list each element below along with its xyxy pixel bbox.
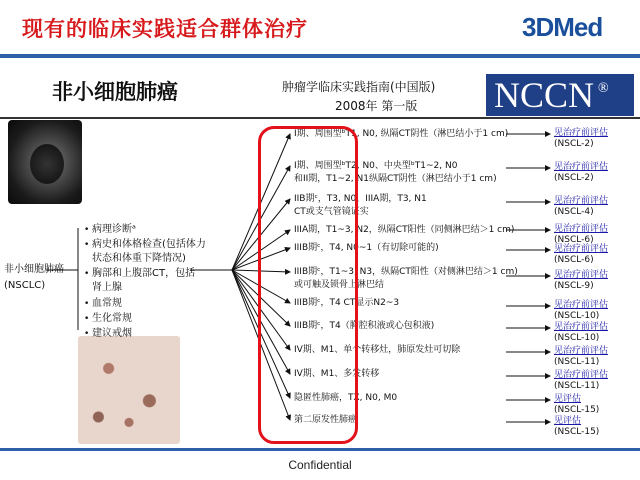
reference-label: 见治疗前评估 <box>554 270 609 280</box>
stage-reference-link[interactable] <box>554 224 608 246</box>
workup-item: • 生化常规 <box>84 311 132 327</box>
stage-text-line1: 第二原发性肺癌 <box>294 415 358 425</box>
reference-label: 见治疗前评估 <box>554 128 609 138</box>
footer-confidential: Confidential <box>288 458 352 472</box>
stage-reference-link[interactable] <box>554 244 608 266</box>
reference-code: (NSCL-2) <box>554 173 594 183</box>
highlight-box <box>258 126 358 444</box>
stage-text-line1: IV期、M1、多发转移 <box>294 369 380 379</box>
stage-text-line1: IIIB期ᶜ，T4（胸腔积液或心包积液) <box>294 321 435 331</box>
reference-label: 见治疗前评估 <box>554 370 609 380</box>
slide-header <box>0 0 640 56</box>
reference-code: (NSCL-6) <box>554 235 594 245</box>
reference-code: (NSCL-4) <box>554 207 594 217</box>
workup-item: • 血常规 <box>84 296 122 312</box>
reference-label: 见评估 <box>554 416 582 426</box>
reference-label: 见治疗前评估 <box>554 244 609 254</box>
company-logo <box>522 12 602 43</box>
nccn-logo <box>486 74 634 116</box>
nccn-text: NCCN <box>494 75 595 115</box>
reference-label: 见治疗前评估 <box>554 322 609 332</box>
stage-reference-link[interactable] <box>554 270 608 292</box>
reference-code: (NSCL-6) <box>554 255 594 265</box>
stage-text-line2: 和II期，T1~2, N1纵隔CT阴性（淋巴结小于1 cm) <box>294 174 497 184</box>
slide-title: 现有的临床实践适合群体治疗 <box>22 17 308 41</box>
stage-reference-link[interactable] <box>554 322 608 344</box>
stage-text-line2: CT或支气管镜证实 <box>294 207 369 217</box>
reference-label: 见评估 <box>554 394 582 404</box>
reference-label: 见治疗前评估 <box>554 196 609 206</box>
bullet-icon: • <box>84 269 90 279</box>
stage-reference-link[interactable] <box>554 346 608 368</box>
reference-code: (NSCL-10) <box>554 311 600 321</box>
reference-code: (NSCL-11) <box>554 381 600 391</box>
stage-text-line1: IIIB期ᶜ，T4, N0~1（有切除可能的) <box>294 243 439 253</box>
bullet-icon: • <box>84 225 90 235</box>
logo-prefix: 3D <box>522 12 554 42</box>
reference-code: (NSCL-15) <box>554 405 600 415</box>
nsclc-entry-line2: (NSCLC) <box>4 280 46 291</box>
reference-code: (NSCL-10) <box>554 333 600 343</box>
stage-text-line1: IV期、M1、单个转移灶，肺原发灶可切除 <box>294 345 461 355</box>
bullet-icon: • <box>84 314 90 324</box>
nsclc-entry <box>4 262 64 294</box>
stage-text-line1: IIIB期ᶜ，T4 CT显示N2~3 <box>294 298 400 308</box>
stage-reference-link[interactable] <box>554 416 599 438</box>
stage-text-line1: IIB期ᶜ，T3, N0，IIIA期，T3, N1 <box>294 194 427 204</box>
bullet-icon: • <box>84 329 90 339</box>
workup-item: • 胸部和上腹部CT，包括 <box>84 266 195 282</box>
reference-code: (NSCL-15) <box>554 427 600 437</box>
workup-item: • 病史和体格检查(包括体力 <box>84 237 206 253</box>
workup-item: • 建议戒烟 <box>84 326 132 342</box>
stage-reference-link[interactable] <box>554 394 599 416</box>
reference-label: 见治疗前评估 <box>554 162 609 172</box>
stage-reference-link[interactable] <box>554 370 608 392</box>
reference-code: (NSCL-9) <box>554 281 594 291</box>
reference-label: 见治疗前评估 <box>554 224 609 234</box>
ct-scan-image <box>8 120 82 204</box>
stage-reference-link[interactable] <box>554 196 608 218</box>
guideline-title: 肿瘤学临床实践指南(中国版) <box>282 80 436 94</box>
stage-text-line1: I期、周围型ᵇT2, N0、中央型ᵇT1~2, N0 <box>294 161 458 171</box>
stage-reference-link[interactable] <box>554 300 608 322</box>
stage-reference-link[interactable] <box>554 162 608 184</box>
nccn-registered-mark: ® <box>598 81 609 96</box>
workup-item: 状态和体重下降情况) <box>92 253 186 264</box>
guideline-edition: 2008年 第一版 <box>335 99 418 113</box>
document-heading: 非小细胞肺癌 <box>52 80 178 104</box>
bullet-icon: • <box>84 299 90 309</box>
stage-reference-link[interactable] <box>554 128 608 150</box>
reference-code: (NSCL-2) <box>554 139 594 149</box>
header-rule <box>0 54 640 58</box>
stage-text-line2: 或可触及锁骨上淋巴结 <box>294 280 385 290</box>
ct-lung-shape <box>30 144 64 184</box>
workup-item: 肾上腺 <box>92 282 122 293</box>
reference-code: (NSCL-11) <box>554 357 600 367</box>
pathology-image <box>78 336 180 444</box>
footer-rule <box>0 448 640 451</box>
workup-item: • 病理诊断ᵃ <box>84 222 136 238</box>
heading-rule <box>0 117 640 119</box>
nsclc-entry-line1: 非小细胞肺癌 <box>4 264 64 275</box>
stage-text-line1: I期、周围型ᵇT1, N0, 纵隔CT阴性（淋巴结小于1 cm) <box>294 129 509 139</box>
reference-label: 见治疗前评估 <box>554 346 609 356</box>
reference-label: 见治疗前评估 <box>554 300 609 310</box>
stage-text-line1: IIIA期，T1~3, N2，纵隔CT阳性（同侧淋巴结＞1 cm) <box>294 225 515 235</box>
stage-text-line1: IIIB期ᶜ，T1~3, N3，纵隔CT阳性（对侧淋巴结＞1 cm) <box>294 267 518 277</box>
logo-suffix: Med <box>553 12 603 42</box>
stage-text-line1: 隐匿性肺癌，TX, N0, M0 <box>294 393 398 403</box>
bullet-icon: • <box>84 240 90 250</box>
